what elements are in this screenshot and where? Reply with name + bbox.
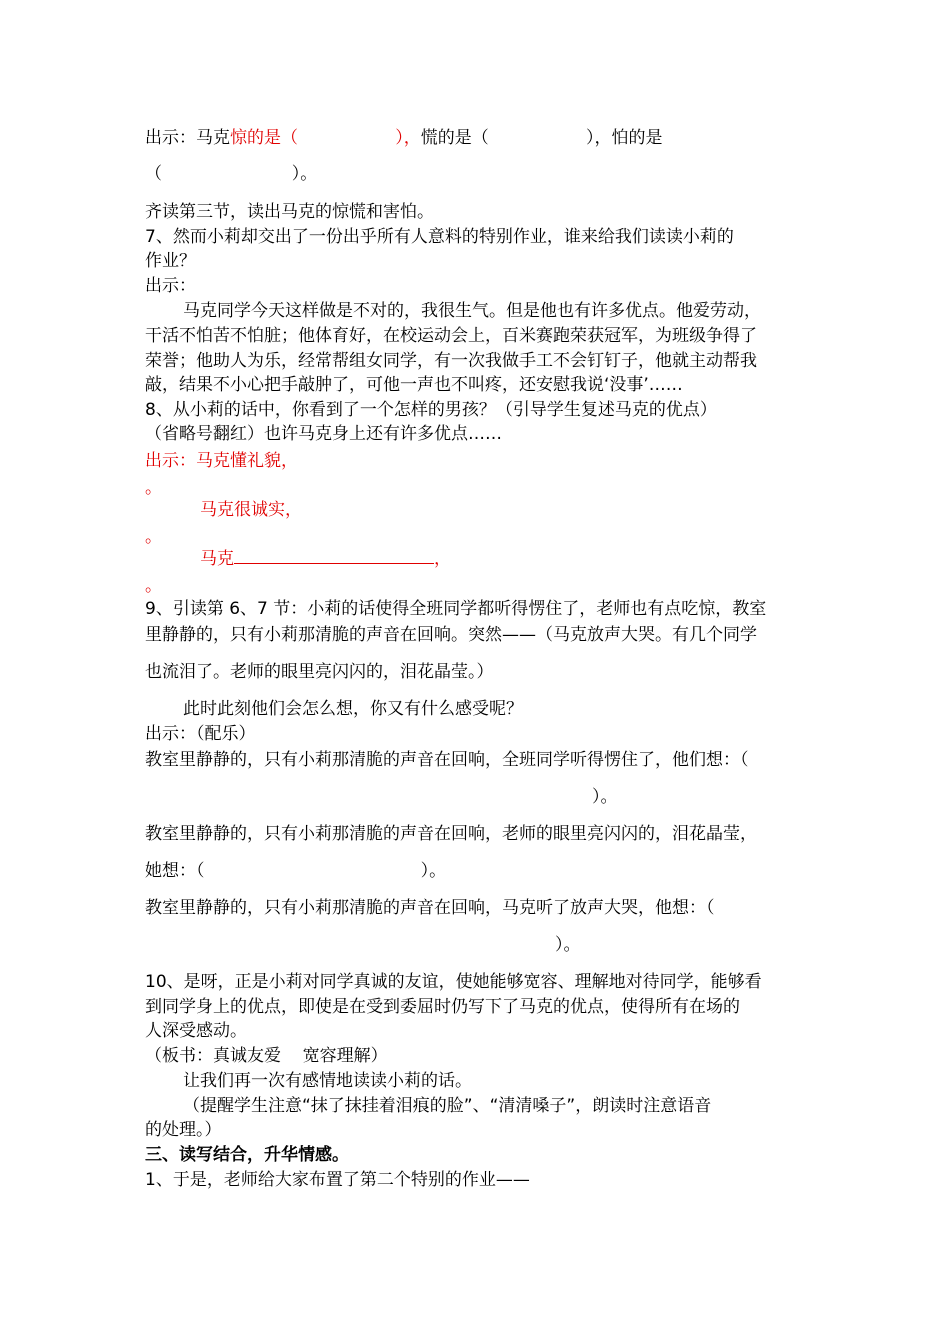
- line-9: 荣誉；他助人为乐，经常帮组女同学，有一次我做手工不会钉钉子，他就主动帮我: [145, 351, 757, 371]
- text: 出示：马克: [145, 128, 230, 148]
- line-12: （省略号翻红）也许马克身上还有许多优点……: [145, 424, 502, 444]
- line-red-16: 。: [145, 527, 162, 547]
- line-20: 里静静的，只有小莉那清脆的声音在回响。突然——（马克放声大哭。有几个同学: [145, 625, 757, 645]
- line-28: 教室里静静的，只有小莉那清脆的声音在回响，马克听了放声大哭，他想：（: [145, 898, 715, 918]
- line-8: 干活不怕苦不怕脏；他体育好，在校运动会上，百米赛跑荣获冠军，为班级争得了: [145, 326, 757, 346]
- line-step-9: 9、引读第 6、7 节：小莉的话使得全班同学都听得愣住了，老师也有点吃惊，教室: [145, 599, 767, 619]
- text-red: 马克: [200, 549, 234, 569]
- line-26: 教室里静静的，只有小莉那清脆的声音在回响，老师的眼里亮闪闪的，泪花晶莹，: [145, 824, 757, 844]
- line-38: 1、于是，老师给大家布置了第二个特别的作业——: [145, 1170, 530, 1190]
- line-show-1: [145, 127, 663, 149]
- line-35: （提醒学生注意“抹了抹挂着泪痕的脸”、“清清嗓子”，朗读时注意语音: [183, 1096, 712, 1116]
- line-board-33: （板书：真诚友爱 宽容理解）: [145, 1046, 388, 1066]
- line-10: 敲，结果不小心把手敲肿了，可他一声也不叫疼，还安慰我说‘没事’……: [145, 375, 683, 395]
- text: 慌的是（ ），怕的是: [420, 128, 663, 148]
- line-22: 此时此刻他们会怎么想，你又有什么感受呢？: [183, 699, 523, 719]
- line-blank-2: （ ）。: [145, 164, 318, 184]
- section-heading-3: 三、读写结合，升华情感。: [145, 1145, 349, 1165]
- line-24: 教室里静静的，只有小莉那清脆的声音在回响，全班同学听得愣住了，他们想：（: [145, 750, 749, 770]
- text-red: 惊的是（ ），: [230, 128, 421, 148]
- line-25: ）。: [592, 787, 618, 807]
- line-read-3: 齐读第三节，读出马克的惊慌和害怕。: [145, 202, 434, 222]
- line-show-6: 出示：: [145, 276, 196, 296]
- line-red-17: [200, 548, 451, 570]
- line-step-10: 10、是呀，正是小莉对同学真诚的友谊，使她能够宽容、理解地对待同学，能够看: [145, 972, 762, 992]
- underline-blank: [234, 549, 434, 564]
- line-27: 她想：（ ）。: [145, 861, 447, 881]
- line-red-15: 马克很诚实，: [200, 500, 302, 520]
- text-red: ，: [434, 549, 451, 569]
- line-step-8: 8、从小莉的话中，你看到了一个怎样的男孩？（引导学生复述马克的优点）: [145, 400, 717, 420]
- line-show-23: 出示：（配乐）: [145, 724, 256, 744]
- line-21: 也流泪了。老师的眼里亮闪闪的，泪花晶莹。）: [145, 662, 494, 682]
- line-32: 人深受感动。: [145, 1021, 247, 1041]
- line-36: 的处理。）: [145, 1120, 222, 1140]
- line-29: ）。: [555, 935, 581, 955]
- line-31: 到同学身上的优点，即使是在受到委屈时仍写下了马克的优点，使得所有在场的: [145, 997, 740, 1017]
- line-red-18: 。: [145, 576, 162, 596]
- line-step-7: 7、然而小莉却交出了一份出乎所有人意料的特别作业，谁来给我们读读小莉的: [145, 227, 734, 247]
- line-red-13: 出示：马克懂礼貌，: [145, 451, 298, 471]
- line-34: 让我们再一次有感情地读读小莉的话。: [183, 1071, 472, 1091]
- line-7: 马克同学今天这样做是不对的，我很生气。但是他也有许多优点。他爱劳动，: [183, 301, 761, 321]
- line-5: 作业？: [145, 251, 196, 271]
- line-red-14: 。: [145, 478, 162, 498]
